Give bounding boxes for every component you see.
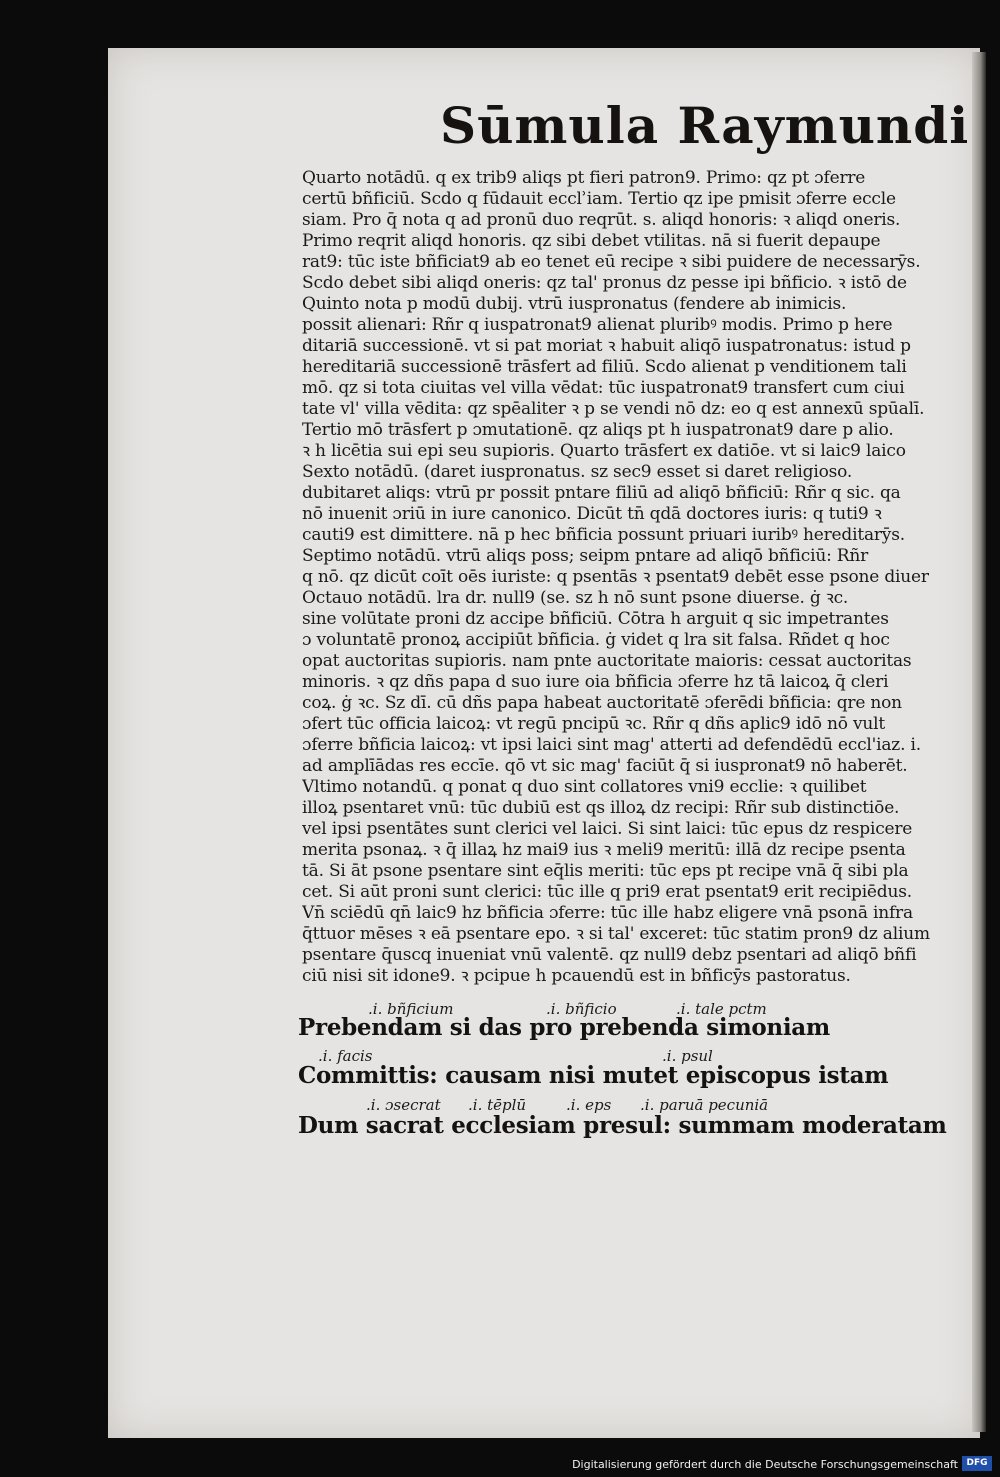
- text-line: certū bñficiū. Scdo q fūdauit ecclʾiam. Tertio qz ipe pmisit ɔferre eccle: [302, 189, 896, 209]
- text-line: Quinto nota p modū dubij. vtrū iuspronatus (fendere ab inimicis.: [302, 294, 847, 314]
- text-line: ad amplīādas res eccīe. qō vt sic mag' faciūt q̄ si iuspronat9 nō haberēt.: [302, 756, 908, 776]
- text-line: vel ipsi psentātes sunt clerici vel laici. Si sint laici: tūc epus dz respicere: [302, 819, 913, 839]
- text-line: tate vl' villa vēdita: qz spēaliter ꝛ p se vendi nō dz: eo q est annexū spūalī.: [302, 399, 925, 419]
- text-line: minoris. ꝛ qz dñs papa d suo iure oia bñficia ɔferre hz tā laicoꝝ q̄ cleri: [302, 672, 889, 692]
- text-line: cauti9 est dimittere. nā p hec bñficia possunt priuari iuribꝰ hereditarȳs.: [302, 525, 905, 545]
- text-line: Tertio mō trāsfert p ɔmutationē. qz aliqs pt h iuspatronat9 dare p alio.: [302, 420, 894, 440]
- page-edge: [972, 52, 986, 1432]
- text-line: siam. Pro q̄ nota q ad pronū duo reqrūt. s. aliqd honoris: ꝛ aliqd oneris.: [302, 210, 901, 230]
- text-line: rat9: tūc iste bñficiat9 ab eo tenet eū recipe ꝛ sibi puidere de necessarȳs.: [302, 252, 921, 272]
- text-line: Quarto notādū. q ex trib9 aliqs pt fieri patron9. Primo: qz pt ɔferre: [302, 168, 866, 188]
- footer-text: Digitalisierung gefördert durch die Deutsche Forschungsgemeinschaft: [572, 1458, 958, 1471]
- text-line: sine volūtate proni dz accipe bñficiū. Cōtra h arguit q sic impetrantes: [302, 609, 889, 629]
- verse-3-gloss-4: .i. paruā pecuniā: [640, 1096, 769, 1114]
- text-line: merita psonaꝝ. ꝛ q̄ illaꝝ hz mai9 ius ꝛ meli9 meritū: illā dz recipe psenta: [302, 840, 906, 860]
- text-line: hereditariā successionē trāsfert ad filiū. Scdo alienat p venditionem tali: [302, 357, 907, 377]
- text-line: cet. Si aūt proni sunt clerici: tūc ille q pri9 erat psentat9 erit recipiēdus.: [302, 882, 912, 902]
- text-line: Septimo notādū. vtrū aliqs poss; seipm pntare ad aliqō bñficiū: Rñr: [302, 546, 869, 566]
- text-line: ditariā successionē. vt si pat moriat ꝛ habuit aliqō iuspatronatus: istud p: [302, 336, 911, 356]
- verse-3-gloss-1: .i. ɔsecrat: [366, 1096, 441, 1114]
- text-line: dubitaret aliqs: vtrū pr possit pntare filiū ad aliqō bñficiū: Rñr q sic. qa: [302, 483, 901, 503]
- text-line: mō. qz si tota ciuitas vel villa vēdat: tūc iuspatronat9 transfert cum ciui: [302, 378, 905, 398]
- verse-2-gloss-1: .i. facis: [318, 1047, 373, 1065]
- verse-line-1: Prebendam si das pro prebenda simoniam: [298, 1014, 830, 1041]
- text-line: q nō. qz dicūt coīt oēs iuriste: q psentās ꝛ psentat9 debēt esse psone diuer: [302, 567, 929, 587]
- verse-1-gloss-2: .i. bñficio: [546, 1000, 617, 1018]
- text-line: Primo reqrit aliqd honoris. qz sibi debet vtilitas. nā si fuerit depaupe: [302, 231, 881, 251]
- dfg-logo: DFG: [962, 1456, 992, 1471]
- verse-3-gloss-2: .i. tēplū: [468, 1096, 527, 1114]
- verse-line-3: Dum sacrat ecclesiam presul: summam moderatam: [298, 1112, 947, 1139]
- text-line: tā. Si āt psone psentare sint eq̄lis meriti: tūc eps pt recipe vnā q̄ sibi pla: [302, 861, 909, 881]
- verse-3-gloss-3: .i. eps: [566, 1096, 612, 1114]
- text-line: opat auctoritas supioris. nam pnte auctoritate maioris: cessat auctoritas: [302, 651, 912, 671]
- text-line: Octauo notādū. lra dr. null9 (se. sz h nō sunt psone diuerse. ġ ꝛc.: [302, 588, 849, 608]
- running-title: Sūmula Raymundi: [440, 96, 970, 155]
- verse-line-2: Committis: causam nisi mutet episcopus istam: [298, 1062, 889, 1089]
- text-line: Vn̄ sciēdū qn̄ laic9 hz bñficia ɔferre: tūc ille habz eligere vnā psonā infra: [302, 903, 913, 923]
- text-line: Vltimo notandū. q ponat q duo sint collatores vni9 ecclie: ꝛ quilibet: [302, 777, 867, 797]
- text-line: ɔfert tūc officia laicoꝝ: vt regū pncipū ꝛc. Rñr q dñs aplic9 idō nō vult: [302, 714, 886, 734]
- body-text: [302, 168, 958, 987]
- text-line: q̄ttuor mēses ꝛ eā psentare epo. ꝛ si tal' exceret: tūc statim pron9 dz alium: [302, 924, 930, 944]
- verse-2-gloss-2: .i. psul: [662, 1047, 713, 1065]
- text-line: psentare q̄uscq inueniat vnū valentē. qz null9 debz psentari ad aliqō bñfi: [302, 945, 917, 965]
- text-line: ɔferre bñficia laicoꝝ: vt ipsi laici sint mag' atterti ad defendēdū eccl'iaz. i.: [302, 735, 921, 755]
- text-line: Sexto notādū. (daret iuspronatus. sz sec9 esset si daret religioso.: [302, 462, 853, 482]
- text-line: ɔ voluntatē pronoꝝ accipiūt bñficia. ġ videt q lra sit falsa. Rñdet q hoc: [302, 630, 890, 650]
- text-line: ciū nisi sit idone9. ꝛ pcipue h pcauendū est in bñficȳs pastoratus.: [302, 966, 851, 986]
- text-line: illoꝝ psentaret vnū: tūc dubiū est qs illoꝝ dz recipi: Rñr sub distinctiōe.: [302, 798, 900, 818]
- text-line: Scdo debet sibi aliqd oneris: qz tal' pronus dz pesse ipi bñficio. ꝛ istō de: [302, 273, 907, 293]
- text-line: coꝝ. ġ ꝛc. Sz dī. cū dñs papa habeat auctoritatē ɔferēdi bñficia: qre non: [302, 693, 902, 713]
- text-line: possit alienari: Rñr q iuspatronat9 alienat pluribꝰ modis. Primo p here: [302, 315, 893, 335]
- text-line: nō inuenit ɔriū in iure canonico. Dicūt tn̄ qdā doctores iuris: q tuti9 ꝛ: [302, 504, 882, 524]
- verse-1-gloss-1: .i. bñficium: [368, 1000, 454, 1018]
- verse-1-gloss-3: .i. tale pctm: [676, 1000, 767, 1018]
- text-line: ꝛ h licētia sui epi seu supioris. Quarto trāsfert ex datiōe. vt si laic9 laico: [302, 441, 906, 461]
